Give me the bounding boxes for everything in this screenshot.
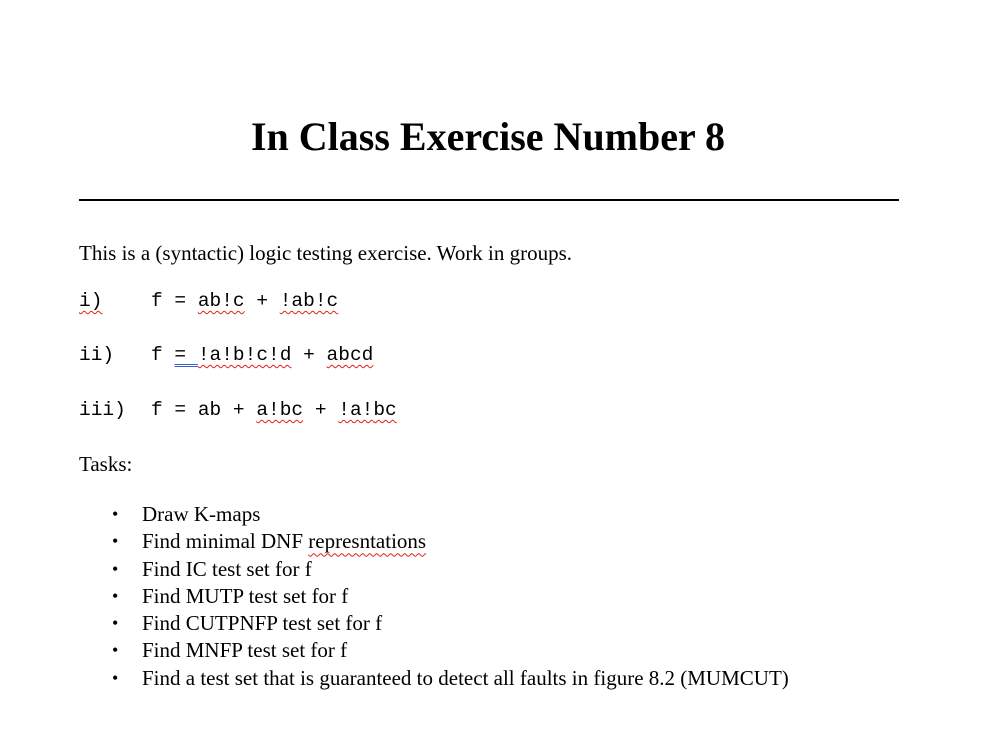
expression-3 — [79, 397, 397, 423]
task-text: Find a test set that is guaranteed to detect all faults in figure 8.2 (MUMCUT) — [142, 665, 789, 690]
bullet-icon: • — [112, 531, 119, 552]
expression-operator: + — [314, 399, 327, 421]
expression-operator: + — [232, 399, 245, 421]
task-list — [112, 501, 789, 692]
expression-label: i) — [79, 290, 103, 312]
expression-equals: = — [174, 344, 187, 366]
task-text: Draw K-maps — [142, 502, 261, 526]
expression-term: !a!b!c!d — [197, 344, 292, 366]
page-title: In Class Exercise Number 8 — [250, 114, 726, 159]
expression-equals: = — [174, 399, 187, 421]
horizontal-rule — [79, 199, 899, 201]
task-text: Find MUTP test set for f — [142, 583, 349, 608]
expression-operator: + — [256, 290, 269, 312]
expression-term: !ab!c — [279, 290, 339, 312]
misspelled-word: represntations — [308, 529, 427, 554]
expression-equals: = — [174, 290, 187, 312]
expression-term: ab — [197, 399, 222, 421]
expression-term: ab!c — [197, 290, 245, 312]
list-item — [112, 665, 789, 692]
intro-paragraph: This is a (syntactic) logic testing exercise. Work in groups. — [79, 241, 573, 265]
bullet-icon: • — [112, 504, 119, 524]
task-text: Find CUTPNFP test set for f — [142, 611, 383, 636]
expression-lhs: f — [151, 344, 163, 366]
bullet-icon: • — [112, 667, 119, 688]
list-item — [112, 637, 789, 664]
expression-1 — [79, 288, 338, 314]
bullet-icon: • — [112, 613, 119, 634]
bullet-icon: • — [112, 640, 119, 661]
expression-operator: + — [303, 344, 315, 366]
expression-term: abcd — [326, 344, 374, 366]
list-item — [112, 528, 789, 555]
expression-term: !a!bc — [338, 399, 397, 421]
tasks-heading: Tasks: — [79, 452, 133, 476]
expression-label: iii) — [79, 399, 126, 421]
expression-2 — [79, 342, 373, 368]
task-text: Find IC test set for f — [142, 556, 312, 581]
bullet-icon: • — [112, 558, 119, 579]
list-item — [112, 501, 789, 528]
expression-lhs: f — [151, 290, 163, 312]
task-text: Find minimal DNF — [142, 529, 309, 554]
expression-term: a!bc — [256, 399, 304, 421]
list-item — [112, 556, 789, 583]
list-item — [112, 610, 789, 637]
expression-lhs: f — [151, 399, 163, 421]
list-item — [112, 583, 789, 610]
bullet-icon: • — [112, 585, 119, 606]
task-text: Find MNFP test set for f — [142, 638, 348, 663]
expression-label: ii) — [79, 344, 115, 366]
